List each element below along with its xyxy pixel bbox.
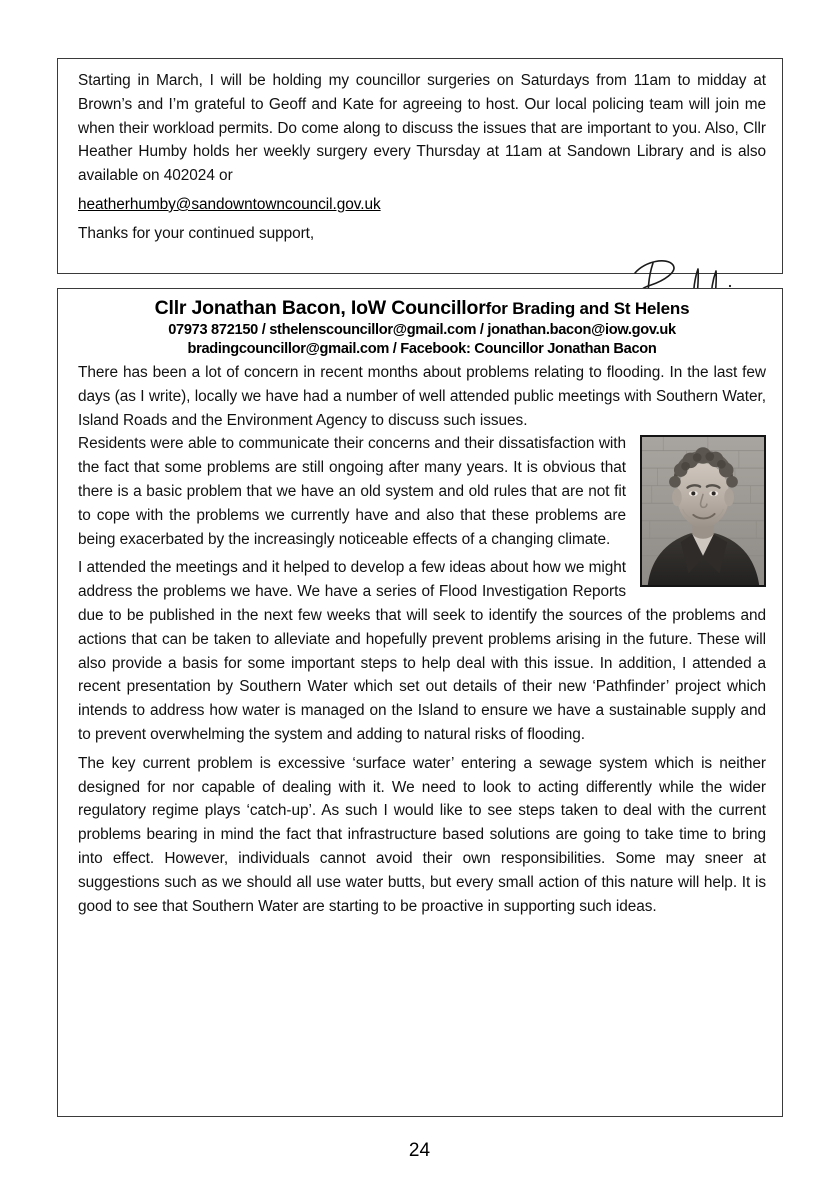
- bacon-paragraph-4: The key current problem is excessive ‘surface water’ entering a sewage system which is neither designed for nor capable of dealing with it. We need to look to acting differently while the wider regulatory regime plays ‘catch-up’. As such I would like to see steps taken to deal with the current problems bearing in mind the fact that infrastructure based solutions are going to take time to bring into effect. However, individuals cannot avoid their own responsibilities. Some may sneer at suggestions such as we should all use water butts, but every small action of this nature will help. It is good to see that Southern Water are starting to be proactive in supporting such ideas.: [78, 754, 766, 915]
- heather-humby-email-link[interactable]: heatherhumby@sandowntowncouncil.gov.uk: [78, 195, 381, 213]
- surgeries-paragraph: Starting in March, I will be holding my councillor surgeries on Saturdays from 11am to midday at Brown’s and I’m grateful to Geoff and Kate for agreeing to host. Our local policing team will join me when their workload permits. Do come along to discuss the issues that are important to you. Also, Cllr Heather Humby holds her weekly surgery every Thursday at 11am at Sandown Library and is also available on 402024 or: [78, 72, 766, 185]
- bacon-contact-line-2[interactable]: bradingcouncillor@gmail.com / Facebook: Councillor Jonathan Bacon: [187, 341, 657, 357]
- bacon-name-secondary: for Brading and St Helens: [485, 299, 690, 318]
- bacon-contact-line-1[interactable]: 07973 872150 / sthelenscouncillor@gmail.com / jonathan.bacon@iow.gov.uk: [168, 322, 676, 338]
- bacon-name-primary: Cllr Jonathan Bacon, IoW Councillor: [154, 297, 486, 319]
- surgeries-email-line: [78, 193, 766, 217]
- surgeries-closing-line: Thanks for your continued support,: [78, 224, 315, 242]
- bacon-paragraph-3: I attended the meetings and it helped to develop a few ideas about how we might address the problems we have. We have a series of Flood Investigation Reports due to be published in the next few weeks that will seek to identify the sources of the problems and actions that can be taken to alleviate and hopefully prevent problems arising in the future. These will also provide a basis for some important steps to help deal with this issue. In addition, I attended a recent presentation by Southern Water which set out details of their new ‘Pathfinder’ project which intends to address how water is managed on the Island to ensure we have a sustainable supply and to prevent overwhelming the system and adding to natural risks of flooding.: [78, 559, 766, 743]
- bacon-portrait-photo: [640, 435, 766, 587]
- bacon-paragraph-1: There has been a lot of concern in recent months about problems relating to flooding. In the last few days (as I write), locally we have had a number of well attended public meetings with Southern Water, Island Roads and the Environment Agency to discuss such issues.: [78, 364, 766, 429]
- bacon-header: [78, 297, 766, 359]
- surgeries-article-box: [57, 58, 783, 274]
- bacon-title-line: [78, 297, 766, 321]
- page-number: 24: [408, 1140, 431, 1161]
- bacon-article-box: [57, 288, 783, 1117]
- bacon-paragraph-2: Residents were able to communicate their concerns and their dissatisfaction with the fact that some problems are still ongoing after many years. It is obvious that there is a basic problem that we have an old system and old rules that are not fit to cope with the problems we currently have and also that these problems are being exacerbated by the increasingly noticeable effects of a changing climate.: [78, 435, 626, 548]
